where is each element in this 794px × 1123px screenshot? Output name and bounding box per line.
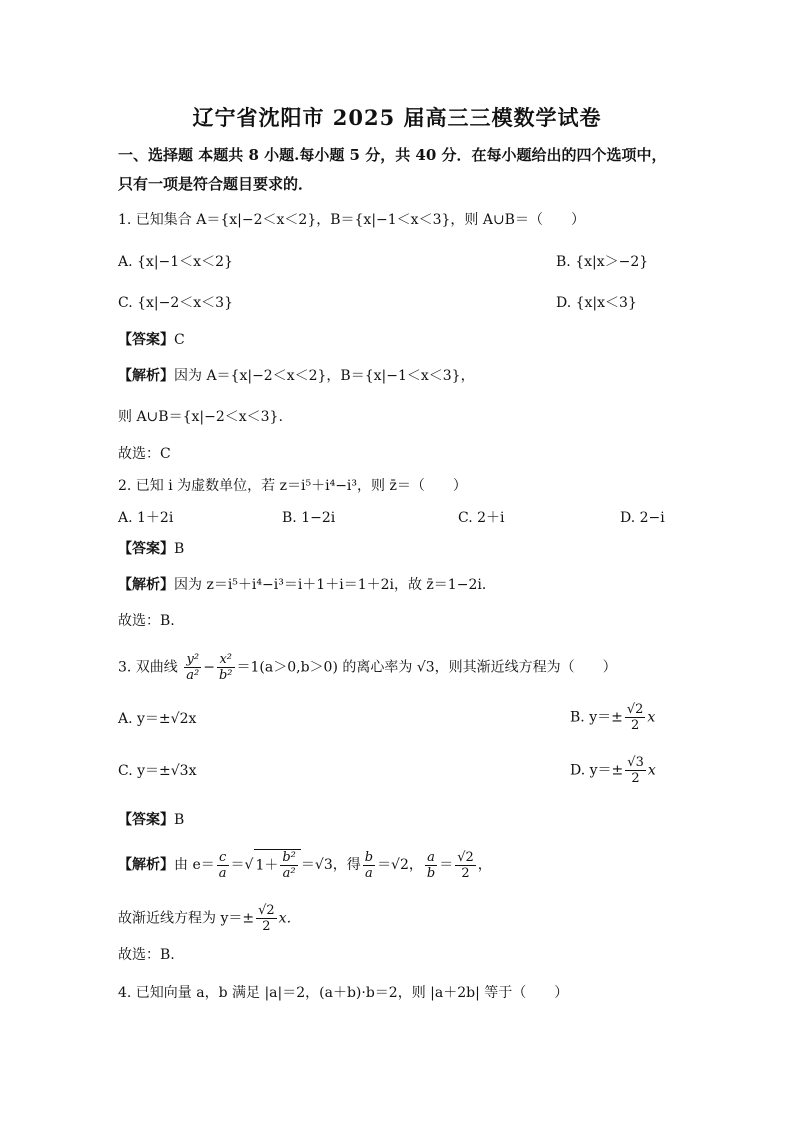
section-heading-line1: 一、选择题 本题共 8 小题.每小题 5 分，共 40 分．在每小题给出的四个选项中， bbox=[118, 146, 667, 164]
question-4-stem: 4. 已知向量 a，b 满足 |a|＝2，(a＋b)·b＝2，则 |a＋2b| 等于（ ） bbox=[118, 985, 569, 1001]
question-1-stem: 1. 已知集合 A＝{x|−2＜x＜2}，B＝{x|−1＜x＜3}，则 A∪B＝（ ） bbox=[118, 212, 585, 228]
sqrt-expression: 1＋ $\frac{\text{b²}}{\text{a²}}$ bbox=[254, 849, 300, 881]
question-1-option-b: B. {x|x＞−2} bbox=[556, 254, 649, 270]
question-1-analysis-1 bbox=[118, 365, 475, 387]
answer-tag: 【答案】 bbox=[118, 332, 174, 348]
question-2-choose: 故选：B. bbox=[118, 613, 175, 629]
question-2-option-b: B. 1−2i bbox=[282, 510, 336, 526]
question-2-option-d: D. 2−i bbox=[620, 510, 665, 526]
question-3-answer bbox=[118, 809, 184, 831]
question-3-option-b: B. y＝± $\frac{√2}{2}$ x bbox=[570, 702, 656, 733]
option-d-fraction: $\frac{√3}{2}$ bbox=[627, 755, 644, 786]
analysis-tag: 【解析】 bbox=[118, 368, 174, 384]
question-1-option-c: C. {x|−2＜x＜3} bbox=[118, 295, 233, 311]
question-2-answer bbox=[118, 538, 184, 560]
option-b-fraction: $\frac{√2}{2}$ bbox=[626, 702, 644, 733]
analysis-tag: 【解析】 bbox=[118, 577, 174, 593]
question-3-stem: 3. 双曲线 $\frac{\text{y²}}{\text{a²}}$ − $\frac{\text{x²}}{\text{b²}}$ ＝1(a＞0,b＞0) 的离心率为 √3，则其渐近线方程为（ ） bbox=[118, 652, 617, 683]
analysis-text: 因为 z＝i⁵＋i⁴−i³＝i＋1＋i＝1＋2i，故 z̄＝1−2i． bbox=[174, 577, 496, 593]
stem-suffix: ＝1(a＞0,b＞0) 的离心率为 √3，则其渐近线方程为（ ） bbox=[236, 659, 617, 676]
question-1-choose: 故选：C bbox=[118, 446, 171, 462]
answer-value: B bbox=[174, 541, 185, 557]
fraction-y2-over-a2: $\frac{\text{y²}}{\text{a²}}$ bbox=[186, 652, 200, 683]
fraction-x2-over-b2: $\frac{\text{x²}}{\text{b²}}$ bbox=[218, 652, 233, 683]
question-3-analysis-1: 【解析】由 e＝ $\frac{c}{a}$ ＝√ 1＋ $\frac{\text{b²}}{\text{a²}}$ ＝√3，得 $\frac{b}{a}$ ＝√2， $\frac{a}{b}$ ＝ $\frac{√2}{2}$ ， bbox=[118, 849, 492, 881]
question-3-choose: 故选：B. bbox=[118, 947, 175, 963]
question-1-analysis-2: 则 A∪B＝{x|−2＜x＜3}. bbox=[118, 409, 283, 425]
question-2-analysis bbox=[118, 574, 496, 596]
question-1-option-a: A. {x|−1＜x＜2} bbox=[118, 254, 233, 270]
page-title: 辽宁省沈阳市 2025 届高三三模数学试卷 bbox=[192, 105, 602, 130]
analysis-text: 因为 A＝{x|−2＜x＜2}，B＝{x|−1＜x＜3}， bbox=[174, 368, 475, 384]
question-2-option-c: C. 2＋i bbox=[458, 510, 505, 526]
stem-prefix: 3. 双曲线 bbox=[118, 659, 178, 676]
question-1-option-d: D. {x|x＜3} bbox=[556, 295, 637, 311]
question-3-option-a: A. y＝±√2x bbox=[118, 711, 197, 727]
analysis-tag: 【解析】 bbox=[118, 857, 174, 873]
answer-value: C bbox=[174, 332, 185, 348]
answer-tag: 【答案】 bbox=[118, 541, 174, 557]
question-3-option-d: D. y＝± $\frac{√3}{2}$ x bbox=[570, 755, 656, 786]
question-1-answer bbox=[118, 329, 185, 351]
section-heading-line2: 只有一项是符合题目要求的． bbox=[118, 175, 314, 193]
question-3-analysis-2: 故渐近线方程为 y＝± $\frac{√2}{2}$ x． bbox=[118, 903, 301, 934]
question-2-option-a: A. 1＋2i bbox=[118, 510, 174, 526]
question-3-option-c: C. y＝±√3x bbox=[118, 763, 197, 779]
question-2-stem: 2. 已知 i 为虚数单位，若 z＝i⁵＋i⁴−i³，则 z̄＝（ ） bbox=[118, 478, 467, 494]
answer-value: B bbox=[174, 812, 185, 828]
answer-tag: 【答案】 bbox=[118, 812, 174, 828]
